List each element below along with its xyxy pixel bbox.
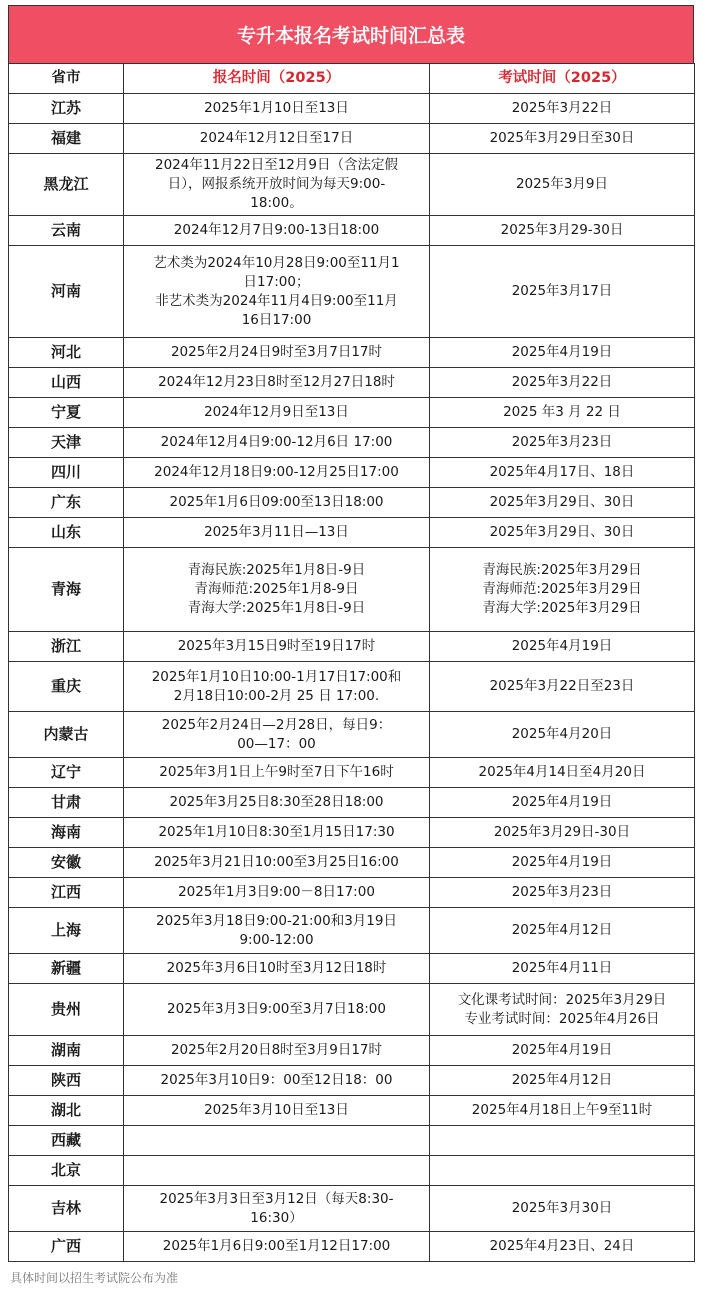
province-cell: 福建: [9, 124, 124, 154]
registration-line: 2025年3月18日9:00-21:00和3月19日: [156, 912, 397, 929]
footnote: 具体时间以招生考试院公布为准: [10, 1271, 179, 1285]
province-cell: 湖南: [9, 1036, 124, 1066]
registration-cell: [124, 518, 430, 548]
table-row: [9, 1036, 695, 1066]
table-row: [9, 154, 695, 216]
registration-cell: [124, 458, 430, 488]
province-cell: 重庆: [9, 662, 124, 712]
province-cell: 江苏: [9, 94, 124, 124]
exam-line: 2025年3月9日: [515, 176, 609, 192]
registration-line: 2025年3月11日—13日: [204, 524, 349, 540]
registration-cell: [124, 1096, 430, 1126]
exam-cell: [430, 246, 695, 338]
table-row: [9, 848, 695, 878]
exam-line: 2025年4月12日: [511, 922, 613, 938]
exam-cell: [430, 984, 695, 1036]
table-row: [9, 246, 695, 338]
registration-line: 2024年12月18日9:00-12月25日17:00: [154, 464, 399, 480]
table-row: [9, 428, 695, 458]
exam-line: 2025年3月30日: [511, 1200, 613, 1216]
registration-line: 2025年1月6日9:00至1月12日17:00: [162, 1238, 391, 1254]
table-row: [9, 1126, 695, 1156]
province-cell: 广东: [9, 488, 124, 518]
registration-cell: [124, 1186, 430, 1232]
exam-line: 2025年3月22日: [511, 374, 613, 390]
table-row: [9, 908, 695, 954]
registration-cell: [124, 818, 430, 848]
exam-line: 2025年4月19日: [511, 1042, 613, 1058]
province-cell: 浙江: [9, 632, 124, 662]
registration-line: 日17:00；: [243, 273, 310, 290]
table-row: [9, 1186, 695, 1232]
exam-line: 2025年3月29日、30日: [489, 494, 635, 510]
exam-line: 2025 年3 月 22 日: [503, 404, 621, 420]
schedule-table: [8, 63, 695, 1262]
province-cell: 新疆: [9, 954, 124, 984]
registration-cell: [124, 712, 430, 758]
registration-line: 2025年2月20日8时至3月9日17时: [170, 1042, 383, 1058]
header-exam: 考试时间（2025）: [430, 64, 695, 94]
header-row: [9, 64, 695, 94]
registration-line: 青海师范:2025年1月8-9日: [194, 581, 359, 597]
exam-cell: [430, 1156, 695, 1186]
registration-line: 2025年3月6日10时至3月12日18时: [166, 960, 387, 976]
registration-line: 2025年2月24日—2月28日，每日9：: [161, 716, 392, 733]
registration-line: 2024年12月23日8时至12月27日18时: [158, 374, 395, 390]
header-province: 省市: [9, 64, 124, 94]
exam-cell: [430, 94, 695, 124]
province-cell: 陕西: [9, 1066, 124, 1096]
table-row: [9, 338, 695, 368]
exam-cell: [430, 758, 695, 788]
registration-cell: [124, 788, 430, 818]
exam-cell: [430, 488, 695, 518]
header-registration: 报名时间（2025）: [124, 64, 430, 94]
table-row: [9, 818, 695, 848]
registration-cell: [124, 488, 430, 518]
registration-line: 2025年3月10日9：00至12日18：00: [160, 1072, 393, 1088]
table-title: 专升本报名考试时间汇总表: [8, 5, 694, 63]
exam-line: 2025年4月14日至4月20日: [478, 764, 646, 780]
registration-line: 2月18日10:00-2月 25 日 17:00.: [173, 687, 380, 704]
province-cell: 西藏: [9, 1126, 124, 1156]
registration-cell: [124, 154, 430, 216]
table-row: [9, 124, 695, 154]
province-cell: 广西: [9, 1232, 124, 1262]
exam-line: 2025年3月23日: [511, 434, 613, 450]
registration-line: 2025年1月10日8:30至1月15日17:30: [158, 824, 395, 840]
registration-cell: [124, 94, 430, 124]
registration-cell: [124, 662, 430, 712]
exam-cell: [430, 518, 695, 548]
exam-line: 2025年3月29日至30日: [489, 130, 635, 146]
exam-cell: [430, 338, 695, 368]
registration-line: 青海大学:2025年1月8日-9日: [187, 600, 366, 616]
registration-line: 9:00-12:00: [239, 931, 314, 948]
province-cell: 四川: [9, 458, 124, 488]
exam-cell: [430, 712, 695, 758]
table-row: [9, 1156, 695, 1186]
registration-cell: [124, 632, 430, 662]
exam-cell: [430, 1066, 695, 1096]
province-cell: 内蒙古: [9, 712, 124, 758]
exam-line: 2025年4月17日、18日: [489, 464, 635, 480]
registration-cell: [124, 368, 430, 398]
registration-line: 00—17：00: [237, 735, 316, 752]
registration-line: 非艺术类为2024年11月4日9:00至11月: [155, 292, 398, 309]
exam-cell: [430, 1126, 695, 1156]
province-cell: 宁夏: [9, 398, 124, 428]
province-cell: 黑龙江: [9, 154, 124, 216]
province-cell: 山西: [9, 368, 124, 398]
province-cell: 河北: [9, 338, 124, 368]
registration-line: 2025年1月10日10:00-1月17日17:00和: [151, 668, 402, 685]
registration-cell: [124, 878, 430, 908]
province-cell: 贵州: [9, 984, 124, 1036]
registration-line: 2025年3月15日9时至19日17时: [177, 638, 376, 654]
province-cell: 上海: [9, 908, 124, 954]
registration-line: 2024年11月22日至12月9日（含法定假: [155, 157, 398, 173]
exam-line: 文化课考试时间：2025年3月29日: [457, 991, 667, 1008]
exam-cell: [430, 368, 695, 398]
exam-line: 青海民族:2025年3月29日: [482, 562, 642, 578]
exam-line: 2025年3月22日: [511, 100, 613, 116]
registration-cell: [124, 908, 430, 954]
exam-cell: [430, 662, 695, 712]
table-row: [9, 788, 695, 818]
exam-line: 2025年3月17日: [511, 283, 613, 299]
exam-line: 青海师范:2025年3月29日: [482, 581, 642, 597]
exam-line: 2025年4月12日: [511, 1072, 613, 1088]
registration-cell: [124, 954, 430, 984]
registration-line: 2025年2月24日9时至3月7日17时: [170, 344, 383, 360]
registration-cell: [124, 1156, 430, 1186]
province-cell: 安徽: [9, 848, 124, 878]
province-cell: 辽宁: [9, 758, 124, 788]
table-row: [9, 488, 695, 518]
province-cell: 山东: [9, 518, 124, 548]
province-cell: 吉林: [9, 1186, 124, 1232]
registration-line: 2025年3月21日10:00至3月25日16:00: [154, 854, 399, 870]
exam-cell: [430, 818, 695, 848]
exam-line: 2025年4月20日: [511, 726, 613, 742]
table-row: [9, 1096, 695, 1126]
registration-cell: [124, 124, 430, 154]
exam-cell: [430, 908, 695, 954]
exam-cell: [430, 954, 695, 984]
exam-line: 2025年3月23日: [511, 884, 613, 900]
table-row: [9, 758, 695, 788]
exam-line: 2025年4月19日: [511, 344, 613, 360]
registration-cell: [124, 1066, 430, 1096]
exam-line: 青海大学:2025年3月29日: [482, 600, 642, 616]
exam-cell: [430, 632, 695, 662]
table-row: [9, 632, 695, 662]
exam-line: 2025年4月18日上午9至11时: [471, 1102, 653, 1118]
table-row: [9, 662, 695, 712]
province-cell: 天津: [9, 428, 124, 458]
registration-line: 2025年1月6日09:00至13日18:00: [169, 494, 384, 510]
registration-cell: [124, 758, 430, 788]
registration-line: 2024年12月12日至17日: [199, 130, 354, 146]
province-cell: 湖北: [9, 1096, 124, 1126]
registration-line: 2025年3月3日至3月12日（每天8:30-: [159, 1190, 394, 1207]
province-cell: 云南: [9, 216, 124, 246]
registration-cell: [124, 1126, 430, 1156]
registration-line: 2025年3月25日8:30至28日18:00: [169, 794, 384, 810]
province-cell: 海南: [9, 818, 124, 848]
exam-cell: [430, 124, 695, 154]
table-row: [9, 984, 695, 1036]
registration-cell: [124, 338, 430, 368]
registration-line: 日），网报系统开放时间为每天9:00-: [167, 176, 386, 192]
exam-cell: [430, 154, 695, 216]
registration-line: 2024年12月9日至13日: [204, 404, 349, 420]
registration-cell: [124, 398, 430, 428]
exam-line: 2025年3月29-30日: [500, 222, 624, 238]
exam-line: 2025年3月22日至23日: [489, 678, 635, 694]
province-cell: 北京: [9, 1156, 124, 1186]
exam-line: 2025年4月19日: [511, 638, 613, 654]
registration-line: 2025年1月3日9:00－8日17:00: [178, 884, 375, 900]
exam-cell: [430, 458, 695, 488]
registration-cell: [124, 1232, 430, 1262]
exam-cell: [430, 848, 695, 878]
province-cell: 江西: [9, 878, 124, 908]
table-row: [9, 368, 695, 398]
registration-line: 2025年3月1日上午9时至7日下午16时: [159, 764, 394, 780]
registration-line: 青海民族:2025年1月8日-9日: [187, 562, 366, 578]
table-row: [9, 94, 695, 124]
registration-line: 2025年1月10日至13日: [204, 100, 349, 116]
exam-line: 2025年4月11日: [511, 960, 613, 976]
registration-cell: [124, 216, 430, 246]
table-row: [9, 878, 695, 908]
registration-cell: [124, 548, 430, 632]
registration-line: 18:00。: [250, 195, 303, 211]
table-row: [9, 712, 695, 758]
exam-cell: [430, 548, 695, 632]
table-row: [9, 398, 695, 428]
exam-line: 2025年3月29日-30日: [493, 824, 631, 840]
table-row: [9, 216, 695, 246]
registration-cell: [124, 848, 430, 878]
exam-cell: [430, 1036, 695, 1066]
table-row: [9, 1066, 695, 1096]
table-row: [9, 954, 695, 984]
registration-cell: [124, 984, 430, 1036]
exam-line: 2025年4月19日: [511, 794, 613, 810]
registration-line: 16日17:00: [241, 311, 312, 328]
exam-cell: [430, 1232, 695, 1262]
registration-line: 16:30）: [250, 1209, 303, 1226]
province-cell: 青海: [9, 548, 124, 632]
registration-line: 艺术类为2024年10月28日9:00至11月1: [153, 254, 400, 271]
exam-cell: [430, 1186, 695, 1232]
exam-cell: [430, 878, 695, 908]
province-cell: 河南: [9, 246, 124, 338]
registration-line: 2025年3月3日9:00至3月7日18:00: [167, 1001, 386, 1017]
registration-line: 2024年12月7日9:00-13日18:00: [173, 222, 380, 238]
exam-line: 2025年4月19日: [511, 854, 613, 870]
table-row: [9, 1232, 695, 1262]
exam-cell: [430, 216, 695, 246]
schedule-table-container: [8, 5, 694, 1262]
table-row: [9, 458, 695, 488]
exam-line: 2025年4月23日、24日: [489, 1238, 635, 1254]
exam-cell: [430, 788, 695, 818]
table-row: [9, 518, 695, 548]
exam-cell: [430, 1096, 695, 1126]
exam-cell: [430, 398, 695, 428]
exam-line: 专业考试时间：2025年4月26日: [464, 1010, 660, 1027]
province-cell: 甘肃: [9, 788, 124, 818]
registration-line: 2024年12月4日9:00-12月6日 17:00: [160, 434, 393, 450]
exam-cell: [430, 428, 695, 458]
registration-cell: [124, 1036, 430, 1066]
exam-line: 2025年3月29日、30日: [489, 524, 635, 540]
table-row: [9, 548, 695, 632]
registration-cell: [124, 246, 430, 338]
registration-cell: [124, 428, 430, 458]
registration-line: 2025年3月10日至13日: [204, 1102, 349, 1118]
